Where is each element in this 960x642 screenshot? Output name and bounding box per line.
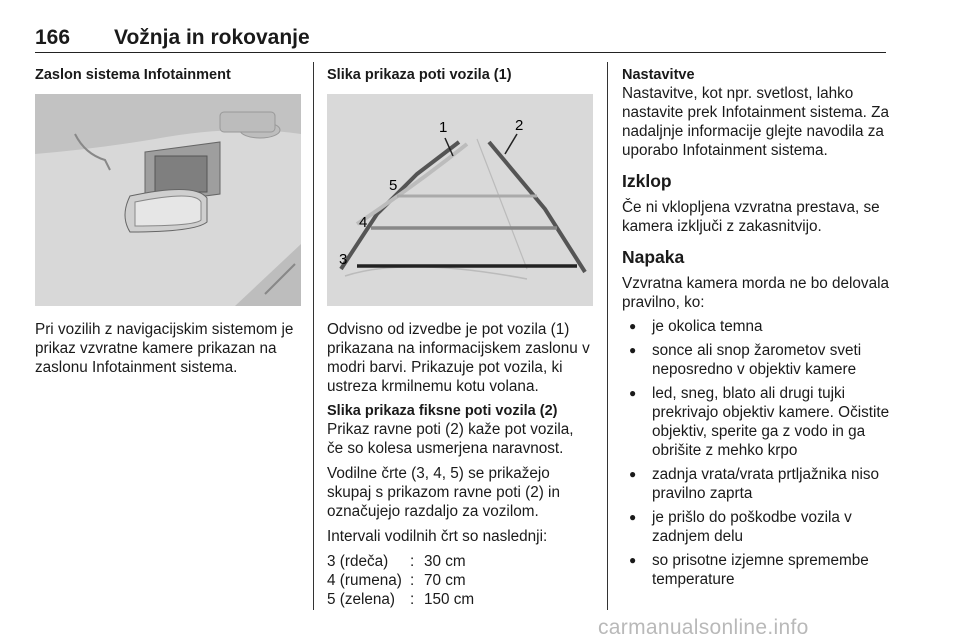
- interval-value: 150 cm: [424, 591, 475, 608]
- list-item: ● so prisotne izjemne spremembe temperature: [622, 551, 890, 589]
- figure-label: 3: [339, 251, 348, 268]
- list-item: ● zadnja vrata/vrata prtljažnika niso pravilno zaprta: [622, 465, 890, 503]
- column-divider: [313, 62, 314, 610]
- page-header: [35, 26, 886, 53]
- section-heading: Zaslon sistema Infotainment: [35, 67, 231, 83]
- figure-label: 2: [515, 117, 524, 134]
- interval-label: 3 (rdeča): [327, 553, 389, 570]
- body-text: Prikaz ravne poti (2) kaže pot vozila, če so kolesa usmerjena naravnost.: [327, 421, 574, 457]
- list-item: ● je prišlo do poškodbe vozila v zadnjem delu: [622, 508, 890, 546]
- figure-label: 1: [439, 119, 448, 136]
- interval-sep: :: [410, 591, 415, 608]
- body-text: Nastavitve, kot npr. svetlost, lahko nastavite prek Infotainment sistema. Za nadaljnje informacije glejte navodila za uporabo Infotainment sistema.: [622, 85, 889, 159]
- interval-label: 4 (rumena): [327, 572, 402, 589]
- vehicle-path-figure: [327, 94, 593, 306]
- body-text: Vzvratna kamera morda ne bo delovala pravilno, ko:: [622, 275, 889, 311]
- column-settings: [622, 66, 890, 594]
- figure-label: 4: [359, 214, 368, 231]
- figure-label: 5: [389, 177, 398, 194]
- column-vehicle-path: [327, 66, 593, 609]
- watermark: carmanualsonline.info: [598, 616, 809, 639]
- section-heading: Slika prikaza poti vozila (1): [327, 67, 512, 83]
- interval-table: [327, 552, 593, 609]
- section-heading: Nastavitve: [622, 67, 695, 83]
- page-title: Vožnja in rokovanje: [114, 26, 310, 49]
- interval-label: 5 (zelena): [327, 591, 396, 608]
- body-text: Vodilne črte (3, 4, 5) se prikažejo skupaj s prikazom ravne poti (2) in označujejo razdaljo za vozilom.: [327, 465, 560, 520]
- page-number: 166: [35, 26, 71, 49]
- interval-sep: :: [410, 553, 415, 570]
- list-item: ● je okolica temna: [622, 317, 890, 336]
- list-item: ● sonce ali snop žarometov sveti neposredno v objektiv kamere: [622, 341, 890, 379]
- fault-list: [622, 317, 890, 589]
- body-text: Intervali vodilnih črt so naslednji:: [327, 528, 548, 545]
- section-heading: Izklop: [622, 171, 672, 191]
- infotainment-screen-figure: [35, 94, 301, 306]
- interval-value: 30 cm: [424, 553, 466, 570]
- list-item: ● led, sneg, blato ali drugi tujki prekrivajo objektiv kamere. Očistite objektiv, sperite ga z vodo in ga obrišite z mehko krpo: [622, 384, 890, 460]
- section-heading: Napaka: [622, 247, 685, 267]
- interval-value: 70 cm: [424, 572, 466, 589]
- interval-sep: :: [410, 572, 415, 589]
- section-heading: Slika prikaza fiksne poti vozila (2): [327, 403, 558, 419]
- body-text: Če ni vklopljena vzvratna prestava, se kamera izključi z zakasnitvijo.: [622, 199, 880, 235]
- body-text: Odvisno od izvedbe je pot vozila (1) prikazana na informacijskem zaslonu v modri barvi. Prikazuje pot vozila, ki ustreza krmilnemu kotu volana.: [327, 321, 590, 395]
- column-divider: [607, 62, 608, 610]
- body-text: Pri vozilih z navigacijskim sistemom je prikaz vzvratne kamere prikazan na zaslonu Infotainment sistema.: [35, 321, 294, 376]
- column-infotainment: [35, 66, 301, 377]
